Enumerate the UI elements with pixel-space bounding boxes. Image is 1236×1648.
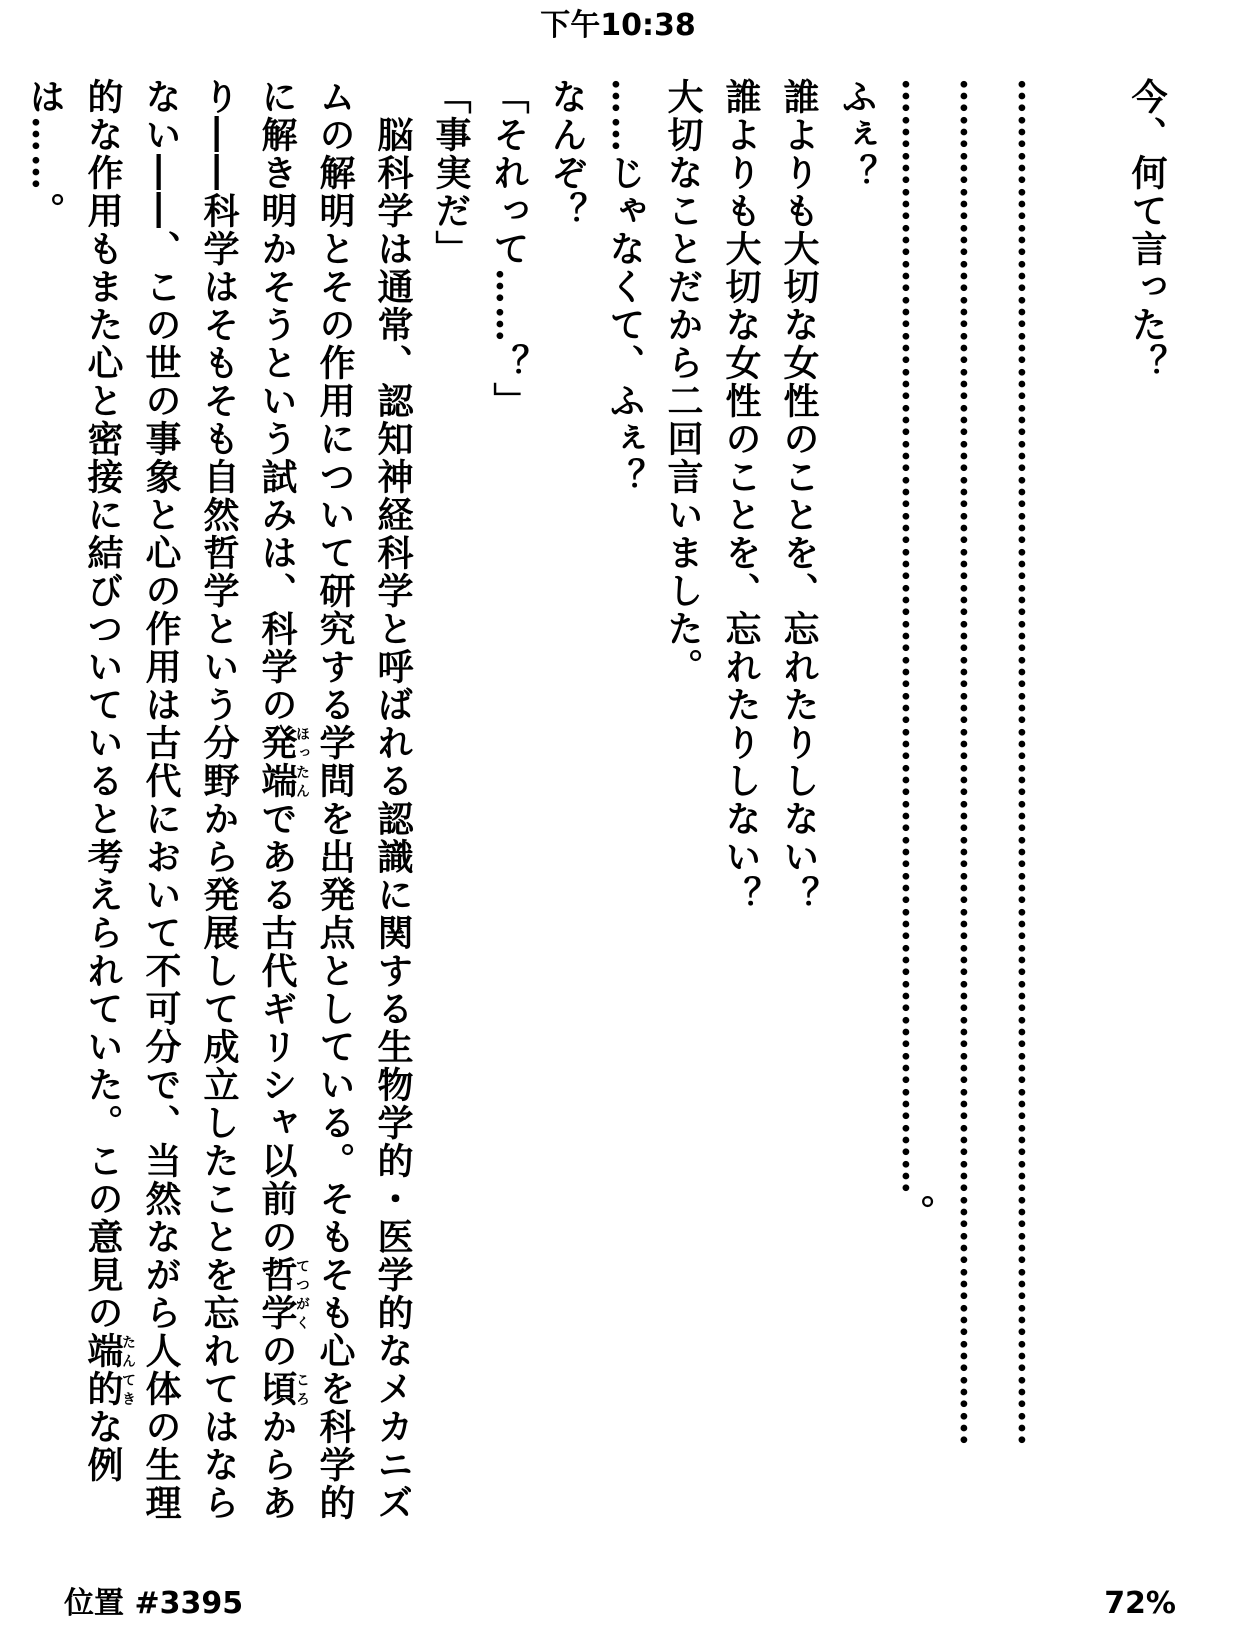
ruby-word: 発端ほったん [256,724,310,800]
text-line: 「それって……？」 [488,78,530,420]
text-line: 今、何て言った？ [1126,78,1168,382]
furigana: てつがく [294,1256,310,1332]
text-line: 誰よりも大切な女性のことを、忘れたりしない？ [720,78,762,914]
blank-line [1060,78,1118,1538]
ruby-word: 哲学てつがく [256,1256,310,1332]
text-line: ふぇ？ [836,78,878,192]
location-indicator: 位置 #3395 [64,1586,244,1621]
reading-pane[interactable] [24,78,1176,1538]
text-line: 誰よりも大切な女性のことを、忘れたりしない？ [778,78,820,914]
ellipsis-line: …………………………………………………………………………………。 [894,78,936,1230]
furigana: たんてき [120,1332,136,1408]
furigana: ほったん [294,724,310,800]
text-line: 大切なことだから二回言いました。 [662,78,704,686]
body-paragraph [16,78,422,1538]
paragraph-text: 脳科学は通常、認知神経科学と呼ばれる認識に関する生物学的・医学的なメカニズムの解明とその作用について研究する学問を出発点としている。そもそも心を科学的に解き明かそうという試みは、科学の [256,78,414,1522]
paragraph-text: の [256,1332,298,1370]
ellipsis-line: …………………………………………………………………………………………………… [1010,78,1052,1446]
text-line: ……じゃなくて、ふぇ？ [604,78,646,496]
status-time: 下午10:38 [540,8,696,43]
paragraph-text: からあり――科学はそもそも自然哲学という分野から発展して成立したことを忘れてはならない――、この世の事象と心の作用は古代において不可分で、当然ながら人体の生理的な作用もまた心と密接に結びついていると考えられていた。この意見の [82,78,298,1522]
paragraph-text: である古代ギリシャ以前の [256,800,298,1256]
ellipsis-line: …………………………………………………………………………………………………… [952,78,994,1446]
ruby-word: 端的たんてき [82,1332,136,1408]
ruby-word: 頃ころ [256,1370,310,1408]
page-text [24,78,1176,1538]
paragraph-text: な例は……。 [24,78,124,1484]
progress-percent: 72% [1104,1586,1176,1621]
furigana: ころ [294,1370,310,1408]
text-line: 「事実だ」 [430,78,472,268]
text-line: なんぞ？ [546,78,588,230]
